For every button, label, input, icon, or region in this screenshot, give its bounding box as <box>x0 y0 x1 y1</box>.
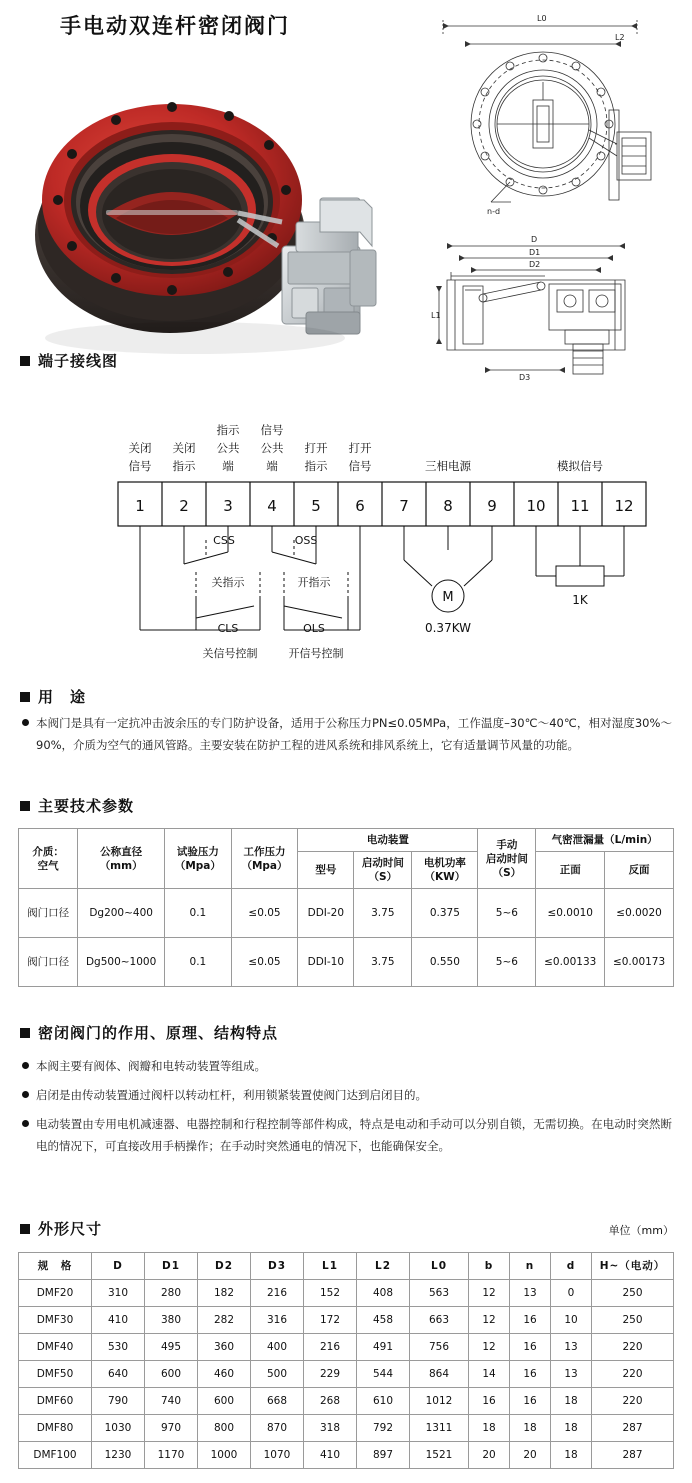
page-title: 手电动双连杆密闭阀门 <box>60 14 290 38</box>
cell-n: 16 <box>510 1388 551 1415</box>
cell-d: 530 <box>92 1334 145 1361</box>
cell-h: 220 <box>592 1334 674 1361</box>
cell-n: 13 <box>510 1280 551 1307</box>
table-row <box>19 1415 674 1442</box>
feature-text: 本阀主要有阀体、阀瓣和电转动装置等组成。 <box>36 1059 266 1073</box>
svg-text:端: 端 <box>266 459 278 473</box>
cell-d2: 600 <box>198 1388 251 1415</box>
cell-h: 287 <box>592 1442 674 1469</box>
cell-d3: 500 <box>251 1361 304 1388</box>
bullet-dot-icon <box>22 1120 29 1127</box>
feature-item <box>22 1084 672 1106</box>
svg-text:打开: 打开 <box>348 441 372 455</box>
cell-h: 220 <box>592 1388 674 1415</box>
table-row <box>19 1361 674 1388</box>
th-nominal-diameter: 公称直径 （mm） <box>78 829 165 889</box>
drawing-side-view <box>425 232 687 382</box>
th-n: n <box>510 1253 551 1280</box>
th-d1: D1 <box>145 1253 198 1280</box>
cell-work: ≤0.05 <box>231 938 298 987</box>
th-leak-back: 反面 <box>605 852 674 889</box>
drawing-label-nd: n-d <box>487 207 501 216</box>
svg-text:信号: 信号 <box>128 459 152 473</box>
use-heading-text: 用 途 <box>38 688 87 706</box>
cell-d: 410 <box>92 1307 145 1334</box>
section-heading-dimensions <box>20 1218 102 1239</box>
svg-text:模拟信号: 模拟信号 <box>557 459 603 473</box>
cell-n: 18 <box>510 1415 551 1442</box>
drawing-label-d3: D3 <box>519 373 531 382</box>
drawing-label-d: D <box>531 235 538 244</box>
cell-leak-back: ≤0.0020 <box>605 889 674 938</box>
cell-motor-power: 0.550 <box>412 938 478 987</box>
cell-h: 250 <box>592 1280 674 1307</box>
svg-text:7: 7 <box>399 497 409 515</box>
svg-text:CLS: CLS <box>217 622 239 635</box>
bullet-dot-icon <box>22 1091 29 1098</box>
svg-text:OSS: OSS <box>294 534 318 547</box>
th-leak-front: 正面 <box>536 852 605 889</box>
table-row <box>19 1388 674 1415</box>
cell-spec: DMF50 <box>19 1361 92 1388</box>
svg-text:关信号控制: 关信号控制 <box>202 647 258 660</box>
drawing-label-l0: L0 <box>537 14 547 23</box>
cell-d: 1030 <box>92 1415 145 1442</box>
cell-l2: 491 <box>357 1334 410 1361</box>
cell-b: 12 <box>469 1334 510 1361</box>
cell-spec: DMF100 <box>19 1442 92 1469</box>
th-leakage: 气密泄漏量（L/min） <box>536 829 674 852</box>
svg-text:打开: 打开 <box>304 441 328 455</box>
svg-text:4: 4 <box>267 497 277 515</box>
th-d: D <box>92 1253 145 1280</box>
cell-l2: 458 <box>357 1307 410 1334</box>
svg-text:10: 10 <box>526 497 546 515</box>
bullet-dot-icon <box>22 719 29 726</box>
cell-spec: DMF60 <box>19 1388 92 1415</box>
wiring-heading-text: 端子接线图 <box>38 352 119 370</box>
cell-manual-time: 5~6 <box>478 938 536 987</box>
cell-d2: 460 <box>198 1361 251 1388</box>
section-heading-wiring <box>20 350 118 371</box>
svg-text:5: 5 <box>311 497 321 515</box>
cell-d-hole: 18 <box>551 1415 592 1442</box>
svg-text:0.37KW: 0.37KW <box>424 621 472 635</box>
cell-d3: 216 <box>251 1280 304 1307</box>
cell-medium: 阀门口径 <box>19 938 78 987</box>
svg-text:9: 9 <box>487 497 497 515</box>
th-d2: D2 <box>198 1253 251 1280</box>
cell-start-time: 3.75 <box>354 938 412 987</box>
svg-text:OLS: OLS <box>303 622 325 635</box>
cell-d1: 970 <box>145 1415 198 1442</box>
cell-l1: 268 <box>304 1388 357 1415</box>
cell-l1: 172 <box>304 1307 357 1334</box>
svg-text:M: M <box>442 590 454 605</box>
technical-parameters-table <box>18 828 674 987</box>
cell-l2: 408 <box>357 1280 410 1307</box>
feature-text: 电动装置由专用电机减速器、电器控制和行程控制等部件构成，特点是电动和手动可以分别自锁，无需切换。在电动时突然断电的情况下，可直接改用手柄操作；在手动时突然通电的情况下，也能确保安全。 <box>36 1117 672 1153</box>
th-manual-time: 手动 启动时间 （S） <box>478 829 536 889</box>
bullet-square-icon <box>20 1224 30 1234</box>
feature-text: 启闭是由传动装置通过阀杆以转动杠杆，利用锁紧装置使阀门达到启闭目的。 <box>36 1088 427 1102</box>
cell-d-hole: 18 <box>551 1442 592 1469</box>
svg-text:1K: 1K <box>572 593 588 607</box>
cell-medium: 阀门口径 <box>19 889 78 938</box>
cell-l1: 318 <box>304 1415 357 1442</box>
features-body <box>22 1055 672 1164</box>
cell-d1: 1170 <box>145 1442 198 1469</box>
svg-text:关闭: 关闭 <box>172 441 196 455</box>
svg-text:信号: 信号 <box>348 459 372 473</box>
feature-item <box>22 1055 672 1077</box>
cell-l1: 229 <box>304 1361 357 1388</box>
bullet-square-icon <box>20 356 30 366</box>
bullet-square-icon <box>20 692 30 702</box>
cell-d1: 740 <box>145 1388 198 1415</box>
cell-spec: DMF30 <box>19 1307 92 1334</box>
table-row <box>19 1442 674 1469</box>
terminal-wiring-diagram <box>18 400 678 675</box>
svg-text:6: 6 <box>355 497 365 515</box>
cell-d: 310 <box>92 1280 145 1307</box>
cell-test: 0.1 <box>165 938 232 987</box>
cell-l2: 792 <box>357 1415 410 1442</box>
svg-text:开指示: 开指示 <box>297 576 331 589</box>
svg-text:公共: 公共 <box>216 441 240 455</box>
cell-d-hole: 18 <box>551 1388 592 1415</box>
cell-model: DDI-10 <box>298 938 354 987</box>
features-heading-text: 密闭阀门的作用、原理、结构特点 <box>38 1024 279 1042</box>
cell-b: 16 <box>469 1388 510 1415</box>
cell-d2: 182 <box>198 1280 251 1307</box>
th-start-time: 启动时间 （S） <box>354 852 412 889</box>
th-motor-power: 电机功率 （KW） <box>412 852 478 889</box>
cell-d: 790 <box>92 1388 145 1415</box>
feature-item <box>22 1113 672 1157</box>
th-model: 型号 <box>298 852 354 889</box>
cell-b: 12 <box>469 1307 510 1334</box>
cell-d2: 360 <box>198 1334 251 1361</box>
drawing-front-view <box>425 4 687 234</box>
cell-spec: DMF40 <box>19 1334 92 1361</box>
params-heading-text: 主要技术参数 <box>38 797 135 815</box>
svg-text:端: 端 <box>222 459 234 473</box>
th-l2: L2 <box>357 1253 410 1280</box>
svg-text:12: 12 <box>614 497 634 515</box>
use-paragraph <box>22 712 672 756</box>
cell-d2: 1000 <box>198 1442 251 1469</box>
cell-dn: Dg500~1000 <box>78 938 165 987</box>
th-medium: 介质： 空气 <box>19 829 78 889</box>
svg-text:公共: 公共 <box>260 441 284 455</box>
cell-n: 20 <box>510 1442 551 1469</box>
svg-text:三相电源: 三相电源 <box>425 459 471 473</box>
svg-text:信号: 信号 <box>260 423 284 437</box>
svg-text:关闭: 关闭 <box>128 441 152 455</box>
cell-l1: 152 <box>304 1280 357 1307</box>
bullet-dot-icon <box>22 1062 29 1069</box>
table-row <box>19 938 674 987</box>
svg-text:开信号控制: 开信号控制 <box>288 647 344 660</box>
cell-l2: 897 <box>357 1442 410 1469</box>
table-header-row <box>19 1253 674 1280</box>
th-l1: L1 <box>304 1253 357 1280</box>
svg-text:8: 8 <box>443 497 453 515</box>
cell-d-hole: 13 <box>551 1334 592 1361</box>
cell-d2: 800 <box>198 1415 251 1442</box>
th-b: b <box>469 1253 510 1280</box>
cell-l0: 563 <box>410 1280 469 1307</box>
cell-l1: 216 <box>304 1334 357 1361</box>
cell-motor-power: 0.375 <box>412 889 478 938</box>
cell-b: 14 <box>469 1361 510 1388</box>
th-electric-drive: 电动装置 <box>298 829 478 852</box>
cell-d: 640 <box>92 1361 145 1388</box>
cell-l0: 1311 <box>410 1415 469 1442</box>
cell-d1: 380 <box>145 1307 198 1334</box>
cell-d3: 316 <box>251 1307 304 1334</box>
cell-l2: 610 <box>357 1388 410 1415</box>
use-text: 本阀门是具有一定抗冲击波余压的专门防护设备，适用于公称压力PN≤0.05MPa，工作温度–30℃～40℃，相对湿度30%～90%，介质为空气的通风管路。主要安装在防护工程的进风系统和排风系统上，它有适量调节风量的功能。 <box>36 716 672 752</box>
cell-h: 220 <box>592 1361 674 1388</box>
cell-n: 16 <box>510 1361 551 1388</box>
svg-text:关指示: 关指示 <box>211 576 245 589</box>
cell-h: 250 <box>592 1307 674 1334</box>
cell-d: 1230 <box>92 1442 145 1469</box>
cell-l0: 756 <box>410 1334 469 1361</box>
cell-d3: 400 <box>251 1334 304 1361</box>
svg-text:2: 2 <box>179 497 189 515</box>
table-row <box>19 889 674 938</box>
cell-b: 20 <box>469 1442 510 1469</box>
cell-l0: 1521 <box>410 1442 469 1469</box>
th-l0: L0 <box>410 1253 469 1280</box>
cell-d3: 1070 <box>251 1442 304 1469</box>
drawing-label-d1: D1 <box>529 248 541 257</box>
section-heading-features <box>20 1022 278 1043</box>
cell-dn: Dg200~400 <box>78 889 165 938</box>
cell-d3: 870 <box>251 1415 304 1442</box>
cell-work: ≤0.05 <box>231 889 298 938</box>
section-heading-use <box>20 686 86 707</box>
cell-b: 12 <box>469 1280 510 1307</box>
svg-text:指示: 指示 <box>172 459 196 473</box>
table-row <box>19 1307 674 1334</box>
th-d3: D3 <box>251 1253 304 1280</box>
cell-l0: 864 <box>410 1361 469 1388</box>
use-body <box>22 712 672 756</box>
cell-l0: 1012 <box>410 1388 469 1415</box>
table-header-row <box>19 829 674 852</box>
cell-b: 18 <box>469 1415 510 1442</box>
cell-h: 287 <box>592 1415 674 1442</box>
drawing-label-d2: D2 <box>529 260 541 269</box>
cell-d3: 668 <box>251 1388 304 1415</box>
cell-n: 16 <box>510 1334 551 1361</box>
cell-model: DDI-20 <box>298 889 354 938</box>
cell-spec: DMF80 <box>19 1415 92 1442</box>
th-test-pressure: 试验压力 （Mpa） <box>165 829 232 889</box>
cell-d1: 600 <box>145 1361 198 1388</box>
svg-text:指示: 指示 <box>216 423 240 437</box>
dimensions-heading-text: 外形尺寸 <box>38 1220 103 1238</box>
bullet-square-icon <box>20 1028 30 1038</box>
svg-text:11: 11 <box>570 497 590 515</box>
th-h: H~（电动） <box>592 1253 674 1280</box>
cell-leak-front: ≤0.00133 <box>536 938 605 987</box>
table-row <box>19 1334 674 1361</box>
cell-start-time: 3.75 <box>354 889 412 938</box>
svg-text:1: 1 <box>135 497 145 515</box>
cell-d2: 282 <box>198 1307 251 1334</box>
cell-leak-back: ≤0.00173 <box>605 938 674 987</box>
drawing-label-l1: L1 <box>431 311 441 320</box>
cell-spec: DMF20 <box>19 1280 92 1307</box>
bullet-square-icon <box>20 801 30 811</box>
cell-d-hole: 13 <box>551 1361 592 1388</box>
product-photo <box>20 50 420 360</box>
svg-text:指示: 指示 <box>304 459 328 473</box>
th-work-pressure: 工作压力 （Mpa） <box>231 829 298 889</box>
th-spec: 规 格 <box>19 1253 92 1280</box>
cell-d-hole: 10 <box>551 1307 592 1334</box>
cell-manual-time: 5~6 <box>478 889 536 938</box>
cell-d-hole: 0 <box>551 1280 592 1307</box>
drawing-label-l2: L2 <box>615 33 625 42</box>
cell-l0: 663 <box>410 1307 469 1334</box>
cell-l2: 544 <box>357 1361 410 1388</box>
cell-leak-front: ≤0.0010 <box>536 889 605 938</box>
th-d-hole: d <box>551 1253 592 1280</box>
svg-text:3: 3 <box>223 497 233 515</box>
cell-n: 16 <box>510 1307 551 1334</box>
dimensions-table <box>18 1252 674 1469</box>
dimensions-unit-label: 单位（mm） <box>608 1224 674 1237</box>
section-heading-params <box>20 795 134 816</box>
svg-text:CSS: CSS <box>213 534 235 547</box>
cell-d1: 280 <box>145 1280 198 1307</box>
table-row <box>19 1280 674 1307</box>
cell-d1: 495 <box>145 1334 198 1361</box>
cell-test: 0.1 <box>165 889 232 938</box>
cell-l1: 410 <box>304 1442 357 1469</box>
